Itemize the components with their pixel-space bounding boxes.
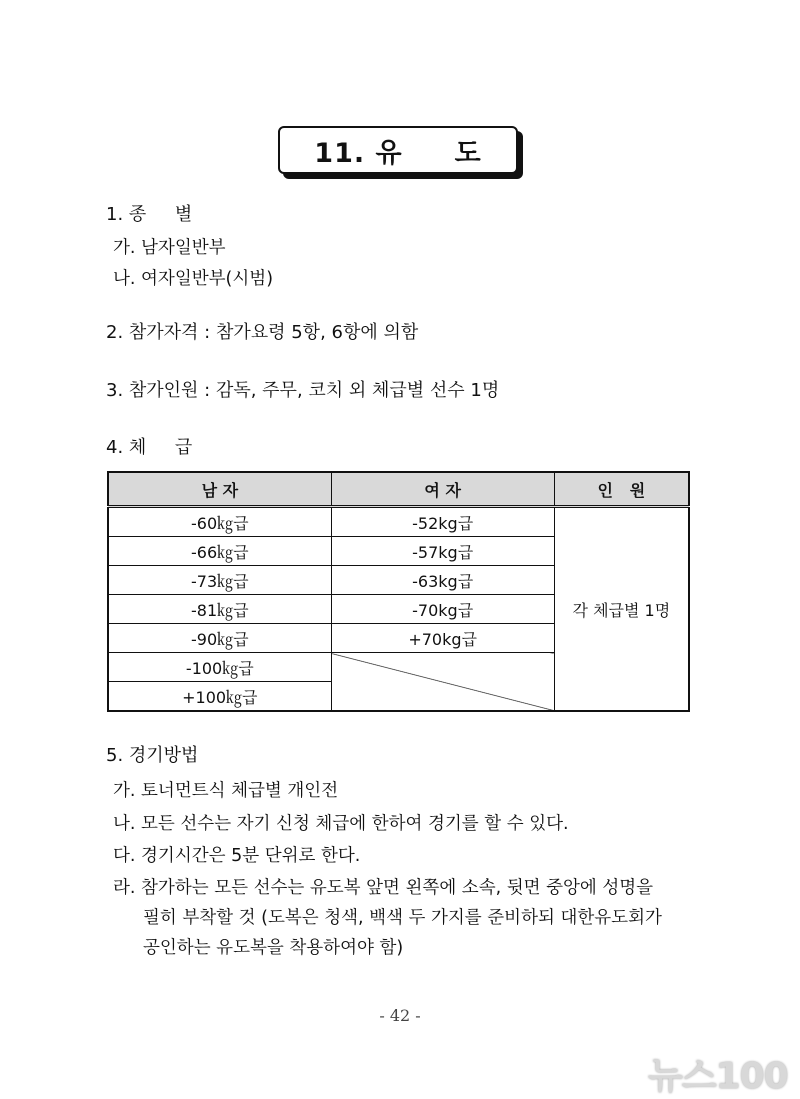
women-weight-cell: -57kg급: [331, 537, 554, 566]
section1-item: 나. 여자일반부(시범): [113, 269, 274, 289]
table-row: [108, 507, 689, 537]
section4-heading: 4. 체 급: [106, 437, 193, 458]
section5-heading: 5. 경기방법: [106, 745, 199, 766]
section5-item: 나. 모든 선수는 자기 신청 체급에 한하여 경기를 할 수 있다.: [113, 814, 569, 834]
weight-class-table: [107, 471, 690, 712]
section3-text: 3. 참가인원 : 감독, 주무, 코치 외 체급별 선수 1명: [106, 380, 500, 401]
men-weight-cell: -66㎏급: [108, 537, 331, 566]
count-cell: 각 체급별 1명: [554, 507, 689, 712]
section5-item-continued: 필히 부착할 것 (도복은 청색, 백색 두 가지를 준비하되 대한유도회가: [143, 908, 662, 928]
table-header-row: [108, 472, 689, 507]
empty-diagonal-cell: [331, 653, 554, 712]
women-weight-cell: -52kg급: [331, 507, 554, 537]
section5-item: 가. 토너먼트식 체급별 개인전: [113, 781, 339, 801]
men-weight-cell: -100㎏급: [108, 653, 331, 682]
section1-heading: 1. 종 별: [106, 204, 193, 225]
section5-item: 다. 경기시간은 5분 단위로 한다.: [113, 846, 361, 866]
men-weight-cell: -81㎏급: [108, 595, 331, 624]
watermark-logo: 뉴스100: [648, 1056, 788, 1097]
page-number: - 42 -: [379, 1006, 421, 1025]
section2-text: 2. 참가자격 : 참가요령 5항, 6항에 의함: [106, 322, 419, 343]
men-weight-cell: -60㎏급: [108, 507, 331, 537]
section5-item: 라. 참가하는 모든 선수는 유도복 앞면 왼쪽에 소속, 뒷면 중앙에 성명을: [113, 878, 654, 898]
header-women: 여 자: [331, 472, 554, 507]
header-men: 남 자: [108, 472, 331, 507]
women-weight-cell: -70kg급: [331, 595, 554, 624]
page-title: 11. 유 도: [278, 126, 518, 174]
men-weight-cell: +100㎏급: [108, 682, 331, 712]
section1-item: 가. 남자일반부: [113, 238, 226, 258]
section5-item-continued: 공인하는 유도복을 착용하여야 함): [143, 938, 404, 958]
women-weight-cell: -63kg급: [331, 566, 554, 595]
men-weight-cell: -90㎏급: [108, 624, 331, 653]
women-weight-cell: +70kg급: [331, 624, 554, 653]
header-count: 인 원: [554, 472, 689, 507]
men-weight-cell: -73㎏급: [108, 566, 331, 595]
